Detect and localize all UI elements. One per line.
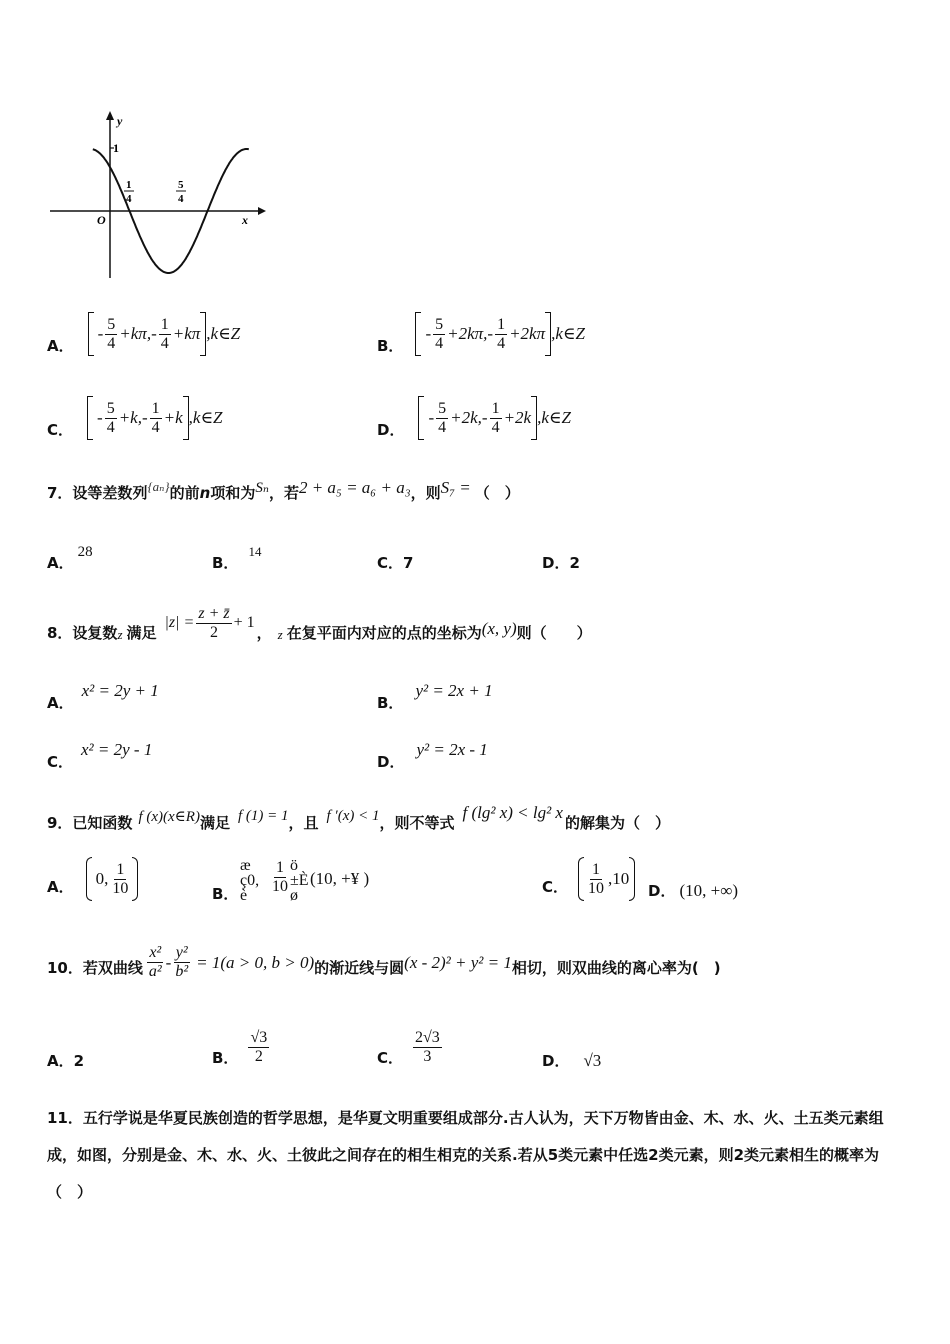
q9-option-c[interactable]: C． $\frac{1}{10}$ ,10 xyxy=(542,857,635,901)
option-label: D． xyxy=(377,420,405,439)
tick-quarter-den: 4 xyxy=(126,193,132,205)
q8-option-b[interactable]: B．y² = 2x + 1 xyxy=(377,681,493,712)
q7-stem: 7．设等差数列 {aₙ} 的前 n 项和为 Sₙ ，若 2 + a₅ = a₆ + a₃ ，则 S₇ = （ ） xyxy=(47,477,520,502)
y-axis-label: y xyxy=(117,114,123,128)
y-one-label: 1 xyxy=(113,141,119,155)
sine-graph xyxy=(45,108,270,283)
origin-label: O xyxy=(97,213,106,227)
q7-option-c[interactable]: C．7 xyxy=(377,554,414,572)
q6-option-c[interactable]: C． - $\frac{5}{4}$ +k, - $\frac{1}{4}$ +k ,k∈Z xyxy=(47,396,223,440)
q9-stem: 9．已知函数 f (x)(x∈R) 满足 f (1) = 1 ，且 f ′(x) < 1 ，则不等式 f (lg² x) < lg² x 的解集为（ ） xyxy=(47,802,670,832)
q8-option-c[interactable]: C．x² = 2y - 1 xyxy=(47,740,153,771)
option-label: C． xyxy=(47,420,74,439)
q6-option-b[interactable]: B． - $\frac{5}{4}$ +2kπ, - $\frac{1}{4}$ +2kπ ,k∈Z xyxy=(377,312,585,356)
q7-option-d[interactable]: D．2 xyxy=(542,554,580,572)
q8-option-d[interactable]: D．y² = 2x - 1 xyxy=(377,740,488,771)
q10-option-c[interactable]: C． $\frac{2√3}{3}$ xyxy=(377,1029,440,1067)
tick-quarter-num: 1 xyxy=(126,179,132,191)
option-label: A． xyxy=(47,336,74,355)
q6-option-d[interactable]: D． - $\frac{5}{4}$ +2k, - $\frac{1}{4}$ +2k ,k∈Z xyxy=(377,396,571,440)
tick-five-quarter-den: 4 xyxy=(178,193,184,205)
x-axis-label: x xyxy=(242,213,248,227)
q9-option-d[interactable]: D． (10, +∞) xyxy=(648,881,738,900)
x-axis-arrow xyxy=(258,207,266,215)
q8-stem: 8．设复数 z 满足 |z| = $\frac{z + z̄}{2}$ + 1 ， z 在复平面内对应的点的坐标为 (x, y) 则（ ） xyxy=(47,604,592,642)
q11-stem: 11．五行学说是华夏民族创造的哲学思想，是华夏文明重要组成部分.古人认为，天下万物皆由金、木、水、火、土五类元素组成，如图，分别是金、木、水、火、土彼此之间存在的相生相克的关系.若从5类元素中任选2类元素，则2类元素相生的概率为（ ） xyxy=(47,1109,884,1201)
q10-option-a[interactable]: A．2 xyxy=(47,1052,85,1070)
q6-option-a[interactable]: A． - $\frac{5}{4}$ +kπ, - $\frac{1}{4}$ +kπ ,k∈Z xyxy=(47,312,240,356)
q7-option-b[interactable]: B．14 xyxy=(212,544,262,572)
q10-stem: 10．若双曲线 $\frac{\text{x²}}{\text{a²}}$ - $\frac{\text{y²}}{\text{b²}}$ = 1(a > 0, b > 0) 的渐近线与圆 (x - 2)² + y² = 1 相切，则双曲线的离心率为( ) xyxy=(47,944,721,980)
tick-five-quarter-num: 5 xyxy=(178,179,184,191)
y-axis-arrow xyxy=(106,111,114,120)
q8-option-a[interactable]: A．x² = 2y + 1 xyxy=(47,681,159,712)
q10-option-d[interactable]: D． √3 xyxy=(542,1051,602,1070)
q9-option-b[interactable]: B． æ ç0, è $\frac{1}{10}$ ö ±È ø (10, +¥ ) xyxy=(212,857,370,904)
q7-option-a[interactable]: A．28 xyxy=(47,544,93,572)
option-label: B． xyxy=(377,336,404,355)
q10-option-b[interactable]: B． $\frac{√3}{2}$ xyxy=(212,1029,268,1067)
q9-option-a[interactable]: A． 0, $\frac{1}{10}$ xyxy=(47,857,138,901)
